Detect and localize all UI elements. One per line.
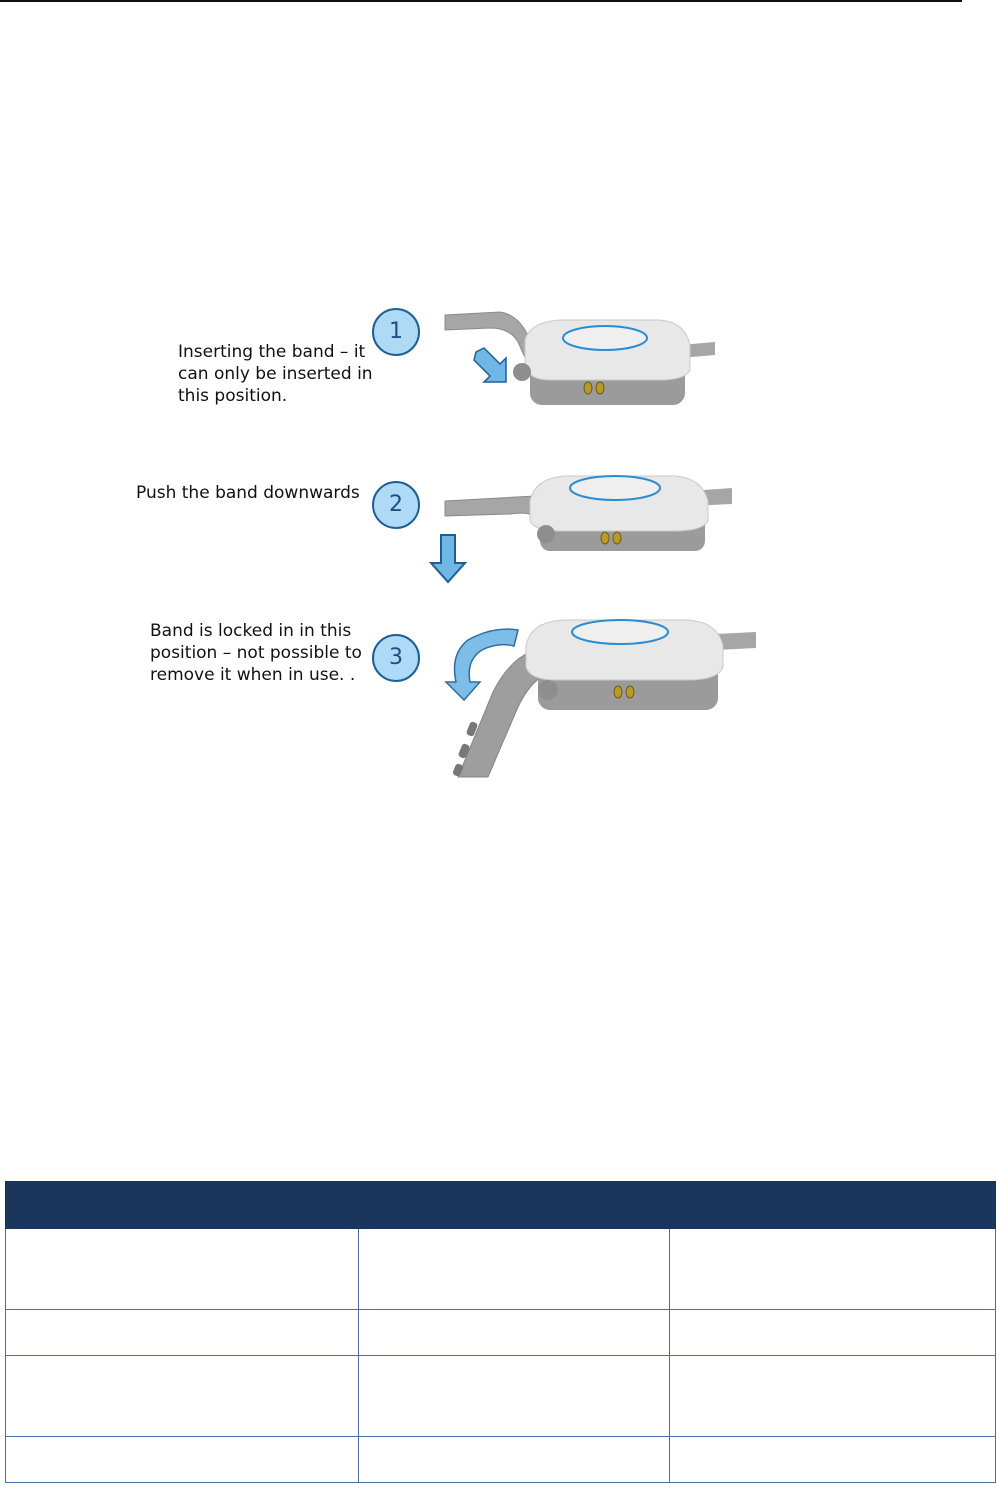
table-row [6, 1229, 996, 1310]
table-cell [6, 1356, 359, 1437]
device-step-2-illustration [440, 466, 740, 556]
table-row [6, 1310, 996, 1356]
header-rule [0, 0, 962, 2]
table-cell [359, 1310, 670, 1356]
step-3-number-badge: 3 [372, 634, 420, 682]
spec-table [5, 1181, 996, 1483]
table-cell [670, 1310, 996, 1356]
header-cell [6, 1182, 359, 1229]
table-cell [670, 1437, 996, 1483]
step-2-caption [136, 482, 360, 504]
step-3-line-1: Band is locked in in this [150, 621, 352, 641]
step-2-line-1: Push the band downwards [136, 483, 360, 503]
step-2-number-badge: 2 [372, 481, 420, 529]
table-cell [6, 1310, 359, 1356]
table-cell [359, 1437, 670, 1483]
table-row [6, 1437, 996, 1483]
device-step-1-illustration [440, 300, 730, 410]
header-cell [359, 1182, 670, 1229]
step-1-line-1: Inserting the band – it [178, 342, 366, 362]
table-header-row [6, 1182, 996, 1229]
down-arrow-icon [428, 533, 468, 585]
step-1-number-badge: 1 [372, 308, 420, 356]
table-cell [359, 1356, 670, 1437]
table-cell [6, 1437, 359, 1483]
table-cell [6, 1229, 359, 1310]
table-row [6, 1356, 996, 1437]
header-cell [670, 1182, 996, 1229]
step-1-line-2: can only be inserted in [178, 364, 373, 384]
step-3-line-3: remove it when in use. . [150, 665, 356, 685]
step-3-caption [150, 620, 362, 686]
device-step-3-illustration [438, 612, 758, 780]
table-cell [670, 1356, 996, 1437]
step-1-line-3: this position. [178, 386, 288, 406]
step-3-line-2: position – not possible to [150, 643, 362, 663]
table-cell [359, 1229, 670, 1310]
step-1-caption [178, 341, 373, 407]
table-cell [670, 1229, 996, 1310]
